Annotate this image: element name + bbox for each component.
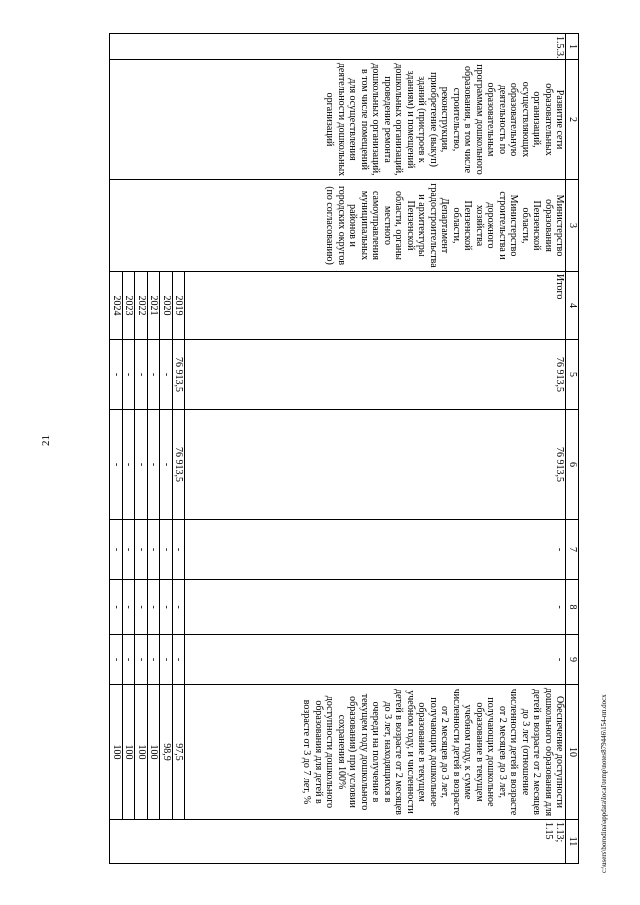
col-header-8: 8 (566, 580, 579, 635)
year-col9: - (160, 635, 173, 685)
total-col6: 76 913,5 (185, 410, 566, 520)
year-col8: - (110, 580, 123, 635)
col-header-4: 4 (566, 272, 579, 340)
total-col7: - (185, 520, 566, 580)
year-col5: - (135, 340, 148, 410)
item-total-row (185, 34, 566, 864)
column-number-row (566, 34, 579, 864)
item-executors: Министерство образования Пензенской области, Министерство строительства и дорожного хозяйства Пензенской области, Департамент градостроительства и архитектуры Пензенской области, органы местного самоуправления муниципальных районов и городских округов (по согласованию) (110, 180, 566, 272)
year-col10: 97,5 (173, 685, 186, 820)
program-table (110, 33, 580, 864)
year-col10: 100 (123, 685, 136, 820)
col-header-9: 9 (566, 635, 579, 685)
year-col7: - (123, 520, 136, 580)
year-col7: - (135, 520, 148, 580)
year-col7: - (110, 520, 123, 580)
year-col8: - (148, 580, 161, 635)
year-col10: 98,9 (160, 685, 173, 820)
year-col9: - (148, 635, 161, 685)
year-col8: - (160, 580, 173, 635)
total-col8: - (185, 580, 566, 635)
year-col7: - (148, 520, 161, 580)
item-number: 1.5.3. (110, 34, 566, 60)
total-label: Итого (185, 272, 566, 340)
col-header-3: 3 (566, 180, 579, 272)
col-header-11: 11 (566, 820, 579, 864)
year-col9: - (110, 635, 123, 685)
year-col8: - (173, 580, 186, 635)
year-label: 2023 (123, 272, 136, 340)
year-col8: - (123, 580, 136, 635)
indicator-refs: 1.13; 1.15 (110, 820, 566, 864)
year-col9: - (123, 635, 136, 685)
year-col10: 100 (110, 685, 123, 820)
col-header-1: 1 (566, 34, 579, 60)
year-col6: - (135, 410, 148, 520)
year-col9: - (135, 635, 148, 685)
item-name: Развитие сети образовательных организаций, осуществляющих образовательную деятельность по образовательным программам дошкольного образования, в том числе строительство, реконструкция, приобретение (выкуп) зданий (пристроев к зданиям) и помещений дошкольных организаций, проведение ремонта дошкольных организаций, в том числе помещений для осуществления деятельности дошкольных организаций (110, 60, 566, 180)
year-label: 2021 (148, 272, 161, 340)
col-header-5: 5 (566, 340, 579, 410)
year-label: 2020 (160, 272, 173, 340)
year-col10: 100 (148, 685, 161, 820)
year-label: 2019 (173, 272, 186, 340)
year-col5: - (110, 340, 123, 410)
file-path-footer: c:\users\borodina\appdata\local\temp\notes879446\154-пп.docx (600, 694, 608, 873)
year-col7: - (160, 520, 173, 580)
page-number: 21 (40, 435, 52, 446)
year-col9: - (173, 635, 186, 685)
col-header-10: 10 (566, 685, 579, 820)
rotated-table-frame (92, 33, 579, 863)
col-header-7: 7 (566, 520, 579, 580)
total-col5: 76 913,5 (185, 340, 566, 410)
year-col6: - (110, 410, 123, 520)
year-label: 2024 (110, 272, 123, 340)
year-col5: - (160, 340, 173, 410)
year-col5: - (148, 340, 161, 410)
year-col6: - (148, 410, 161, 520)
year-col7: - (173, 520, 186, 580)
year-col10: 100 (135, 685, 148, 820)
col-header-2: 2 (566, 60, 579, 180)
year-col5: - (123, 340, 136, 410)
year-label: 2022 (135, 272, 148, 340)
year-col6: - (123, 410, 136, 520)
year-col5: 76 913,5 (173, 340, 186, 410)
indicator-text: Обеспечение доступности дошкольного образования для детей в возрасте от 2 месяцев до 3 лет (отношение численности детей в возрасте от 2 месяцев до 3 лет, получающих дошкольное образование в текущем учебном году, к сумме численности детей в возрасте от 2 месяцев до 3 лет, получающих дошкольное образование в текущем учебном году, и численности детей в возрасте от 2 месяцев до 3 лет, находящихся в очереди на получение в текущем году дошкольного образования) при условии сохранения 100% доступности дошкольного образования для детей в возрасте от 3 до 7 лет, % (185, 685, 566, 820)
col-header-6: 6 (566, 410, 579, 520)
year-col8: - (135, 580, 148, 635)
year-col6: 76 913,5 (173, 410, 186, 520)
total-col9: - (185, 635, 566, 685)
year-col6: - (160, 410, 173, 520)
